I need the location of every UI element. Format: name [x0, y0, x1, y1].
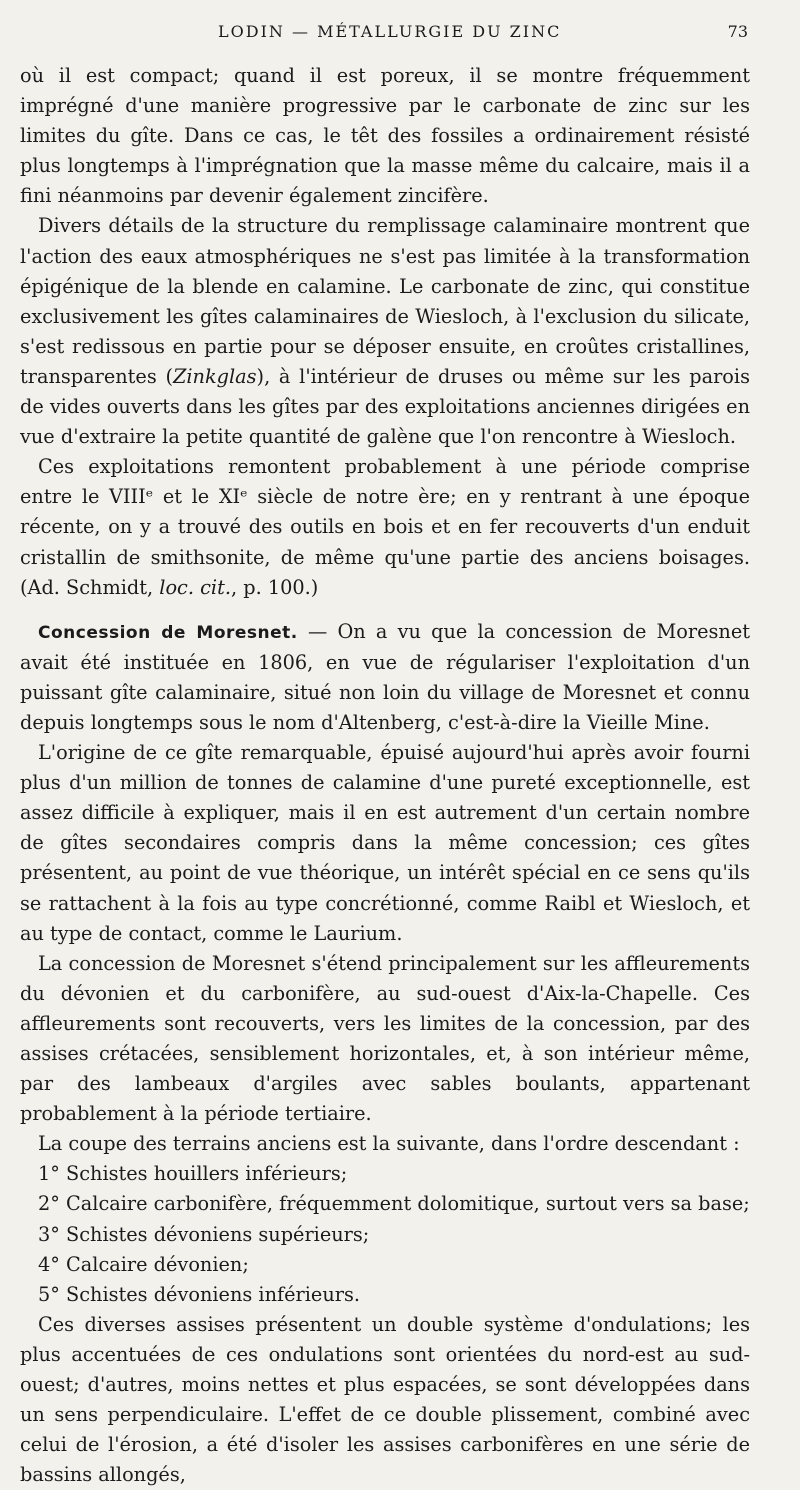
running-title: LODIN — MÉTALLURGIE DU ZINC — [218, 22, 562, 41]
paragraph-4-text: — On a vu que la concession de Moresnet avait été instituée en 1806, en vue de régulariser l'exploitation d'un puissant gîte calaminaire, situé non loin du village de Moresnet et connu depuis longtemps sous le nom d'Altenberg, c'est-à-dire la Vieille Mine. — [20, 619, 751, 734]
zinkglas-term: Zinkglas — [172, 364, 257, 388]
list-item: 2° Calcaire carbonifère, fréquemment dolomitique, surtout vers sa base; — [38, 1192, 750, 1216]
paragraph-8: Ces diverses assises présentent un double système d'ondulations; les plus accentuées de ces ondulations sont orientées du nord-est au sud-ouest; d'autres, moins nettes et plus espacées, se sont développées dans un sens perpendiculaire. L'effet de ce double plissement, combiné avec celui de l'érosion, a été d'isoler les assises carbonifères en une série de bassins allongés, — [20, 1312, 750, 1487]
paragraph-7: La coupe des terrains anciens est la suivante, dans l'ordre descendant : — [38, 1132, 740, 1156]
page-number: 73 — [727, 22, 748, 41]
paragraph-2-part-b: ), à l'intérieur de druses ou même sur les parois de vides ouverts dans les gîtes par des exploitations anciennes dirigées en vue d'extraire la petite quantité de galène que l'on rencontre à Wiesloch. — [20, 364, 750, 449]
paragraph-4 — [20, 617, 750, 738]
list-item: 5° Schistes dévoniens inférieurs. — [38, 1282, 360, 1306]
paragraph-6: La concession de Moresnet s'étend principalement sur les affleurements du dévonien et du carbonifère, au sud-ouest d'Aix-la-Chapelle. Ces affleurements sont recouverts, vers les limites de la concession, par des assises crétacées, sensiblement horizontales, et, à son intérieur même, par des lambeaux d'argiles avec sables boulants, appartenant probablement à la période tertiaire. — [20, 951, 750, 1126]
paragraph-2 — [20, 211, 750, 452]
running-header — [0, 18, 800, 48]
paragraph-3-part-a: Ces exploitations remontent probablement à une période comprise entre le VIIIᵉ et le XIᵉ siècle de notre ère; en y rentrant à une époque récente, on y a trouvé des outils en bois et en fer recouverts d'un enduit cristallin de smithsonite, de même qu'une partie des anciens boisages. (Ad. Schmidt, — [20, 455, 750, 599]
section-heading: Concession de Moresnet. — [38, 622, 298, 643]
paragraph-5: L'origine de ce gîte remarquable, épuisé aujourd'hui après avoir fourni plus d'un million de tonnes de calamine d'une pureté exceptionnelle, est assez difficile à expliquer, mais il en est autrement d'un certain nombre de gîtes secondaires compris dans la même concession; ces gîtes présentent, au point de vue théorique, un intérêt spécial en ce sens qu'ils se rattachent à la fois au type concrétionné, comme Raibl et Wiesloch, et au type de contact, comme le Laurium. — [20, 741, 750, 945]
paragraph-3-part-b: , p. 100.) — [230, 575, 319, 599]
list-item: 4° Calcaire dévonien; — [38, 1252, 249, 1276]
paragraph-1: où il est compact; quand il est poreux, il se montre fréquemment imprégné d'une manière progressive par le carbonate de zinc sur les limites du gîte. Dans ce cas, le têt des fossiles a ordinairement résisté plus longtemps à l'imprégnation que la masse même du calcaire, mais il a fini néanmoins par devenir également zincifère. — [20, 64, 750, 208]
list-item: 3° Schistes dévoniens supérieurs; — [38, 1222, 370, 1246]
body-text — [20, 61, 750, 1490]
loc-cit-reference: loc. cit. — [159, 575, 231, 599]
paragraph-2-part-a: Divers détails de la structure du remplissage calaminaire montrent que l'action des eaux atmosphériques ne s'est pas limitée à la transformation épigénique de la blende en calamine. Le carbonate de zinc, qui constitue exclusivement les gîtes calaminaires de Wiesloch, à l'exclusion du silicate, s'est redissous en partie pour se déposer ensuite, en croûtes cristallines, transparentes ( — [20, 214, 750, 388]
strata-list — [20, 1159, 750, 1309]
list-item: 1° Schistes houillers inférieurs; — [38, 1162, 348, 1186]
paragraph-3 — [20, 452, 750, 602]
